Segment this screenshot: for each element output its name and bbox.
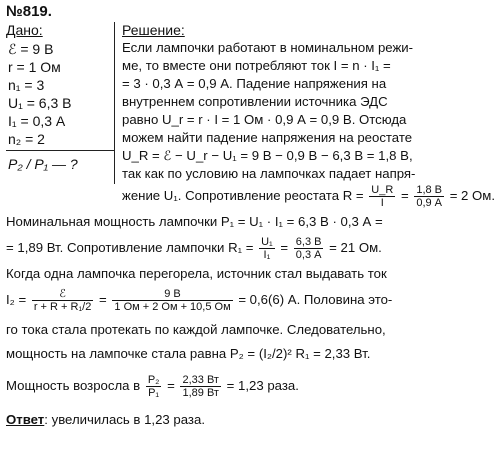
solution-line: так как по условию на лампочках падает напря- (122, 166, 416, 181)
fraction-denominator: I₁ (263, 249, 271, 261)
text-segment: Мощность возросла в (6, 377, 141, 393)
given-item: I₁ = 0,3 А (8, 113, 66, 129)
equals-sign: = (167, 377, 175, 393)
answer-label: Ответ (6, 412, 45, 427)
fraction (294, 236, 324, 261)
given-item: ℰ = 9 В (8, 41, 54, 57)
text-segment: = 1,89 Вт. Сопротивление лампочки R₁ = (6, 239, 254, 255)
power-expression: (I₂/2)² (258, 346, 292, 361)
solution-line-current (6, 288, 392, 313)
equals-sign: = (99, 291, 107, 307)
fraction-numerator: 2,33 Вт (182, 374, 219, 386)
text-segment: R₁ = 2,33 Вт. (295, 346, 371, 361)
fraction-numerator: U₁ (261, 236, 273, 248)
fraction (112, 288, 232, 313)
equals-sign: = (280, 239, 289, 255)
solution-line-rheostat (122, 184, 495, 209)
find-quantity: P₂ / P₁ — ? (8, 156, 78, 172)
equals-sign: = (400, 187, 409, 203)
fraction-denominator: I (380, 197, 384, 209)
text-segment: = 21 Ом. (329, 239, 382, 255)
fraction-numerator: 9 В (112, 288, 232, 301)
given-item: n₁ = 3 (8, 77, 45, 93)
problem-number: №819. (6, 3, 52, 20)
fraction-denominator: 0,9 А (416, 197, 443, 209)
solution-line: внутреннем сопротивлении источника ЭДС (122, 94, 388, 109)
fraction-numerator: 6,3 В (295, 236, 322, 248)
fraction-numerator: ℰ (32, 288, 94, 301)
fraction-numerator: U_R (371, 184, 394, 196)
fraction-numerator: 1,8 В (416, 184, 443, 196)
fraction-denominator: 0,3 А (295, 249, 322, 261)
given-item: r = 1 Ом (8, 59, 61, 75)
fraction (414, 184, 444, 209)
divider-horizontal (6, 150, 114, 151)
solution-line: Номинальная мощность лампочки P₁ = U₁ · I₁ = 6,3 В · 0,3 А = (6, 214, 383, 229)
solution-line: равно U_r = r · I = 1 Ом · 0,9 А = 0,9 В. Отсюда (122, 112, 407, 127)
fraction (32, 288, 94, 313)
text-segment: = 1,23 раза. (226, 377, 299, 393)
solution-line-lamp-resistance (6, 236, 382, 261)
solution-line: ме, то вместе они потребляют ток I = n · I₁ = (122, 58, 391, 73)
given-item: n₂ = 2 (8, 131, 45, 147)
text-segment: мощность на лампочке стала равна P₂ = (6, 346, 256, 361)
answer-line (6, 412, 205, 428)
fraction-denominator: 1 Ом + 2 Ом + 10,5 Ом (114, 301, 231, 313)
fraction (180, 374, 220, 399)
fraction-numerator: P₂ (147, 374, 160, 386)
fraction-denominator: 1,89 Вт (182, 387, 219, 399)
fraction (146, 374, 162, 399)
solution-line-power (6, 346, 370, 362)
divider-vertical (114, 22, 115, 184)
solution-line: можем найти падение напряжения на реостате (122, 130, 413, 145)
solution-line: Когда одна лампочка перегорела, источник стал выдавать ток (6, 266, 387, 281)
answer-text: : увеличилась в 1,23 раза. (44, 412, 205, 427)
solution-line: го тока стала протекать по каждой лампочке. Следовательно, (6, 322, 386, 337)
given-title: Дано: (6, 22, 43, 38)
fraction-denominator: P₁ (148, 387, 160, 399)
solution-line: Если лампочки работают в номинальном режи- (122, 40, 414, 55)
text-segment: жение U₁. Сопротивление реостата R = (122, 187, 364, 203)
given-item: U₁ = 6,3 В (8, 95, 72, 111)
solution-line: = 3 · 0,3 А = 0,9 А. Падение напряжения на (122, 76, 387, 91)
solution-title: Решение: (122, 22, 185, 38)
text-segment: = 0,6(6) А. Половина это- (238, 291, 393, 307)
fraction (259, 236, 275, 261)
solution-line: U_R = ℰ − U_r − U₁ = 9 В − 0,9 В − 6,3 В = 1,8 В, (122, 148, 413, 163)
fraction (369, 184, 395, 209)
fraction-denominator: r + R + R₁/2 (33, 301, 92, 313)
solution-line-ratio (6, 374, 299, 399)
text-segment: = 2 Ом. (449, 187, 495, 203)
text-segment: I₂ = (6, 291, 27, 307)
